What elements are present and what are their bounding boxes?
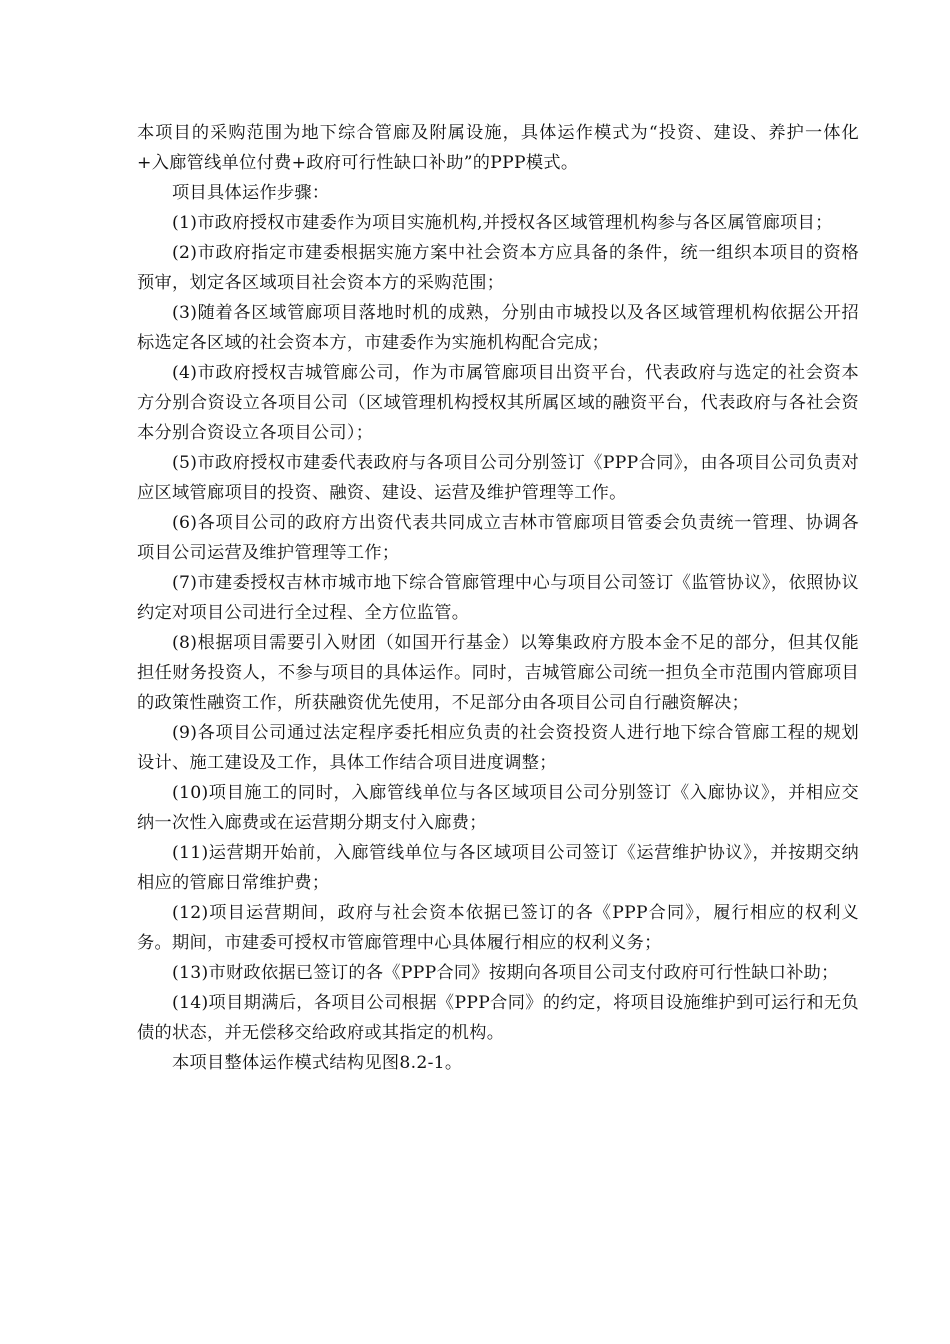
paragraph-step-2: (2)市政府指定市建委根据实施方案中社会资本方应具备的条件，统一组织本项目的资格预审，划定各区域项目社会资本方的采购范围； xyxy=(137,243,859,293)
paragraph-step-11: (11)运营期开始前，入廊管线单位与各区域项目公司签订《运营维护协议》，并按期交纳相应的管廊日常维护费； xyxy=(137,843,859,893)
paragraph-step-8: (8)根据项目需要引入财团（如国开行基金）以筹集政府方股本金不足的部分，但其仅能担任财务投资人，不参与项目的具体运作。同时，吉城管廊公司统一担负全市范围内管廊项目的政策性融资工作，所获融资优先使用，不足部分由各项目公司自行融资解决； xyxy=(137,633,859,713)
paragraph-step-12: (12)项目运营期间，政府与社会资本依据已签订的各《PPP合同》，履行相应的权利义务。期间，市建委可授权市管廊管理中心具体履行相应的权利义务； xyxy=(137,903,859,953)
document-page xyxy=(137,118,859,1078)
paragraph-figure-reference: 本项目整体运作模式结构见图8.2-1。 xyxy=(172,1053,463,1073)
paragraph-step-3: (3)随着各区域管廊项目落地时机的成熟，分别由市城投以及各区域管理机构依据公开招标选定各区域的社会资本方，市建委作为实施机构配合完成； xyxy=(137,303,859,353)
paragraph-step-6: (6)各项目公司的政府方出资代表共同成立吉林市管廊项目管委会负责统一管理、协调各项目公司运营及维护管理等工作； xyxy=(137,513,859,563)
paragraph-step-7: (7)市建委授权吉林市城市地下综合管廊管理中心与项目公司签订《监管协议》，依照协议约定对项目公司进行全过程、全方位监管。 xyxy=(137,573,859,623)
paragraph-step-4: (4)市政府授权吉城管廊公司，作为市属管廊项目出资平台，代表政府与选定的社会资本方分别合资设立各项目公司（区域管理机构授权其所属区域的融资平台，代表政府与各社会资本分别合资设立各项目公司）； xyxy=(137,363,859,443)
paragraph-step-14: (14)项目期满后，各项目公司根据《PPP合同》的约定，将项目设施维护到可运行和无负债的状态，并无偿移交给政府或其指定的机构。 xyxy=(137,993,859,1043)
paragraph-step-13: (13)市财政依据已签订的各《PPP合同》按期向各项目公司支付政府可行性缺口补助； xyxy=(172,963,839,983)
paragraph-step-9: (9)各项目公司通过法定程序委托相应负责的社会资投资人进行地下综合管廊工程的规划设计、施工建设及工作，具体工作结合项目进度调整； xyxy=(137,723,859,773)
paragraph-step-10: (10)项目施工的同时，入廊管线单位与各区域项目公司分别签订《入廊协议》，并相应交纳一次性入廊费或在运营期分期支付入廊费； xyxy=(137,783,859,833)
paragraph-step-5: (5)市政府授权市建委代表政府与各项目公司分别签订《PPP合同》，由各项目公司负责对应区域管廊项目的投资、融资、建设、运营及维护管理等工作。 xyxy=(137,453,859,503)
paragraph-scope: 本项目的采购范围为地下综合管廊及附属设施，具体运作模式为“投资、建设、养护一体化+入廊管线单位付费+政府可行性缺口补助”的PPP模式。 xyxy=(137,123,859,173)
paragraph-steps-heading: 项目具体运作步骤： xyxy=(172,183,330,203)
paragraph-step-1: (1)市政府授权市建委作为项目实施机构,并授权各区域管理机构参与各区属管廊项目； xyxy=(172,213,833,233)
